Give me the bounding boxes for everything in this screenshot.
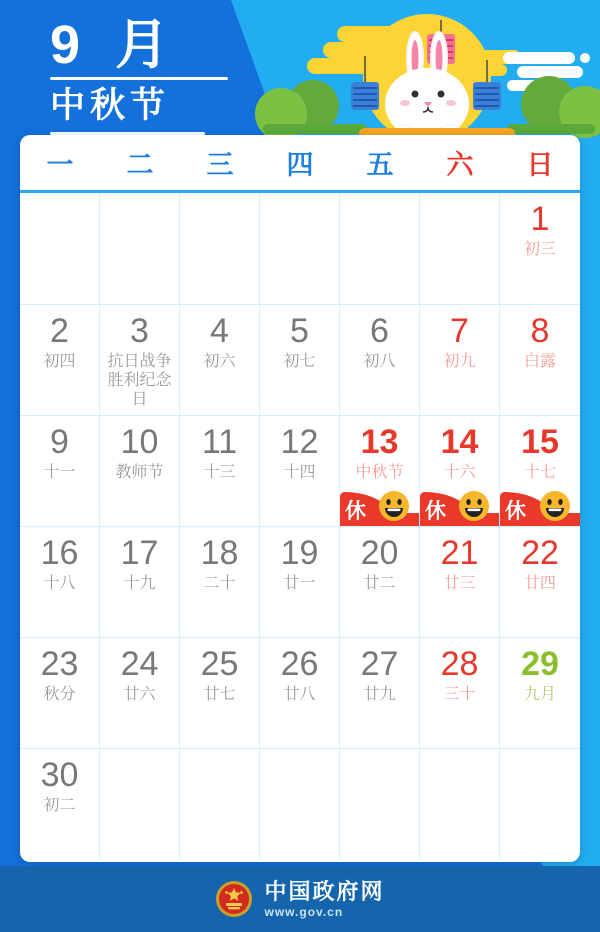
- day-cell-13[interactable]: [340, 415, 420, 526]
- day-lunar-label: 中秋节: [355, 463, 404, 481]
- day-lunar-label: 初二: [43, 796, 76, 814]
- day-cell-15[interactable]: [500, 415, 580, 526]
- day-lunar-label: 三十: [443, 685, 476, 703]
- day-number: 27: [360, 645, 399, 683]
- day-cell-3[interactable]: [100, 304, 180, 415]
- day-lunar-label: 初四: [43, 352, 76, 370]
- footer: [0, 866, 600, 932]
- day-cell-empty: [20, 193, 100, 304]
- day-cell-empty: [420, 748, 500, 859]
- gov-site-name[interactable]: 中国政府网: [264, 879, 385, 905]
- day-cell-11[interactable]: [180, 415, 260, 526]
- mid-autumn-illustration: [255, 0, 600, 140]
- day-cell-24[interactable]: [100, 637, 180, 748]
- day-lunar-label: 秋分: [43, 685, 76, 703]
- rest-day-banner: [340, 489, 419, 526]
- day-cell-17[interactable]: [100, 526, 180, 637]
- day-number: 22: [521, 534, 559, 572]
- day-lunar-label: 十一: [43, 463, 76, 481]
- day-cell-empty: [260, 748, 340, 859]
- day-lunar-label: 抗日战争胜利纪念日: [107, 352, 172, 409]
- day-cell-7[interactable]: [420, 304, 500, 415]
- day-lunar-label: 廿八: [283, 685, 316, 703]
- day-number: 16: [40, 534, 79, 572]
- day-cell-6[interactable]: [340, 304, 420, 415]
- day-lunar-label: 二十: [203, 574, 236, 592]
- day-cell-8[interactable]: [500, 304, 580, 415]
- weekday-一: 一: [46, 150, 74, 180]
- day-number: 4: [210, 312, 229, 350]
- weekday-row: [20, 135, 580, 193]
- day-cell-empty: [340, 193, 420, 304]
- day-lunar-label: 初八: [363, 352, 396, 370]
- day-lunar-label: 初九: [443, 352, 476, 370]
- weekday-日: 日: [526, 150, 554, 180]
- day-lunar-label: 十七: [523, 463, 556, 481]
- day-cell-28[interactable]: [420, 637, 500, 748]
- day-cell-16[interactable]: [20, 526, 100, 637]
- weekday-四: 四: [286, 150, 314, 180]
- day-cell-5[interactable]: [260, 304, 340, 415]
- header: [0, 0, 600, 140]
- day-cell-30[interactable]: [20, 748, 100, 859]
- day-lunar-label: 初六: [203, 352, 236, 370]
- day-number: 23: [40, 645, 79, 683]
- rest-label: 休: [505, 500, 526, 523]
- national-emblem-icon: [215, 880, 253, 918]
- day-lunar-label: 教师节: [115, 463, 164, 481]
- day-number: 19: [280, 534, 319, 572]
- rest-label: 休: [425, 500, 446, 523]
- day-number: 6: [370, 312, 389, 350]
- day-cell-12[interactable]: [260, 415, 340, 526]
- festival-title: 中秋节: [50, 86, 171, 126]
- day-cell-empty: [180, 748, 260, 859]
- day-cell-empty: [420, 193, 500, 304]
- smiley-icon: [539, 490, 571, 522]
- day-lunar-label: 十八: [43, 574, 76, 592]
- gov-site-url[interactable]: www.gov.cn: [264, 904, 344, 919]
- day-number: 25: [200, 645, 239, 683]
- day-number: 13: [360, 423, 399, 461]
- day-lunar-label: 廿九: [363, 685, 396, 703]
- day-number: 1: [530, 200, 550, 238]
- day-lunar-label: 十六: [443, 463, 476, 481]
- day-lunar-label: 十九: [123, 574, 156, 592]
- day-cell-empty: [340, 748, 420, 859]
- gov-text: [264, 879, 384, 918]
- day-cell-9[interactable]: [20, 415, 100, 526]
- weekday-三: 三: [206, 150, 234, 180]
- rest-day-banner: [420, 489, 499, 526]
- weekday-五: 五: [366, 150, 394, 180]
- day-number: 26: [280, 645, 319, 683]
- weekday-六: 六: [446, 150, 474, 180]
- day-cell-empty: [100, 193, 180, 304]
- day-number: 30: [40, 756, 79, 794]
- day-lunar-label: 廿七: [203, 685, 236, 703]
- day-number: 17: [120, 534, 159, 572]
- title-underline: [50, 77, 228, 80]
- day-number: 8: [530, 312, 550, 350]
- day-number: 20: [360, 534, 399, 572]
- blue-lantern-icon: [351, 82, 379, 110]
- day-cell-26[interactable]: [260, 637, 340, 748]
- day-cell-2[interactable]: [20, 304, 100, 415]
- day-number: 2: [50, 312, 69, 350]
- day-lunar-label: 廿一: [283, 574, 316, 592]
- day-number: 29: [521, 645, 559, 683]
- day-cell-empty: [100, 748, 180, 859]
- day-lunar-label: 廿四: [523, 574, 556, 592]
- day-cell-10[interactable]: [100, 415, 180, 526]
- day-number: 12: [280, 423, 319, 461]
- day-lunar-label: 十四: [283, 463, 316, 481]
- day-number: 18: [200, 534, 239, 572]
- day-cell-20[interactable]: [340, 526, 420, 637]
- day-cell-19[interactable]: [260, 526, 340, 637]
- day-cell-14[interactable]: [420, 415, 500, 526]
- day-cell-18[interactable]: [180, 526, 260, 637]
- rest-day-banner: [500, 489, 580, 526]
- day-lunar-label: 九月: [523, 685, 556, 703]
- day-lunar-label: 白露: [523, 352, 556, 370]
- day-cell-4[interactable]: [180, 304, 260, 415]
- day-cell-21[interactable]: [420, 526, 500, 637]
- smiley-icon: [458, 490, 490, 522]
- month-title: 9 月: [50, 15, 180, 75]
- rest-label: 休: [345, 500, 366, 523]
- day-number: 21: [440, 534, 479, 572]
- day-number: 15: [521, 423, 559, 461]
- day-cell-25[interactable]: [180, 637, 260, 748]
- day-lunar-label: 廿六: [123, 685, 156, 703]
- calendar-card: [20, 135, 580, 862]
- day-number: 10: [120, 423, 159, 461]
- day-number: 5: [290, 312, 309, 350]
- day-cell-29[interactable]: [500, 637, 580, 748]
- day-number: 14: [440, 423, 479, 461]
- day-number: 7: [450, 312, 469, 350]
- title-block: [50, 16, 228, 135]
- day-lunar-label: 十三: [203, 463, 236, 481]
- day-cell-1[interactable]: [500, 193, 580, 304]
- day-lunar-label: 初七: [283, 352, 316, 370]
- day-number: 24: [120, 645, 159, 683]
- day-cell-22[interactable]: [500, 526, 580, 637]
- day-number: 9: [50, 423, 69, 461]
- day-number: 11: [201, 423, 238, 461]
- day-cell-empty: [260, 193, 340, 304]
- day-cell-27[interactable]: [340, 637, 420, 748]
- day-cell-empty: [180, 193, 260, 304]
- blue-lantern-icon-2: [473, 82, 501, 110]
- day-cell-empty: [500, 748, 580, 859]
- calendar-grid: [20, 193, 580, 859]
- day-cell-23[interactable]: [20, 637, 100, 748]
- day-number: 3: [130, 312, 149, 350]
- smiley-icon: [378, 490, 410, 522]
- day-number: 28: [440, 645, 479, 683]
- day-lunar-label: 廿二: [363, 574, 396, 592]
- day-lunar-label: 廿三: [443, 574, 476, 592]
- weekday-二: 二: [126, 150, 154, 180]
- day-lunar-label: 初三: [523, 240, 556, 258]
